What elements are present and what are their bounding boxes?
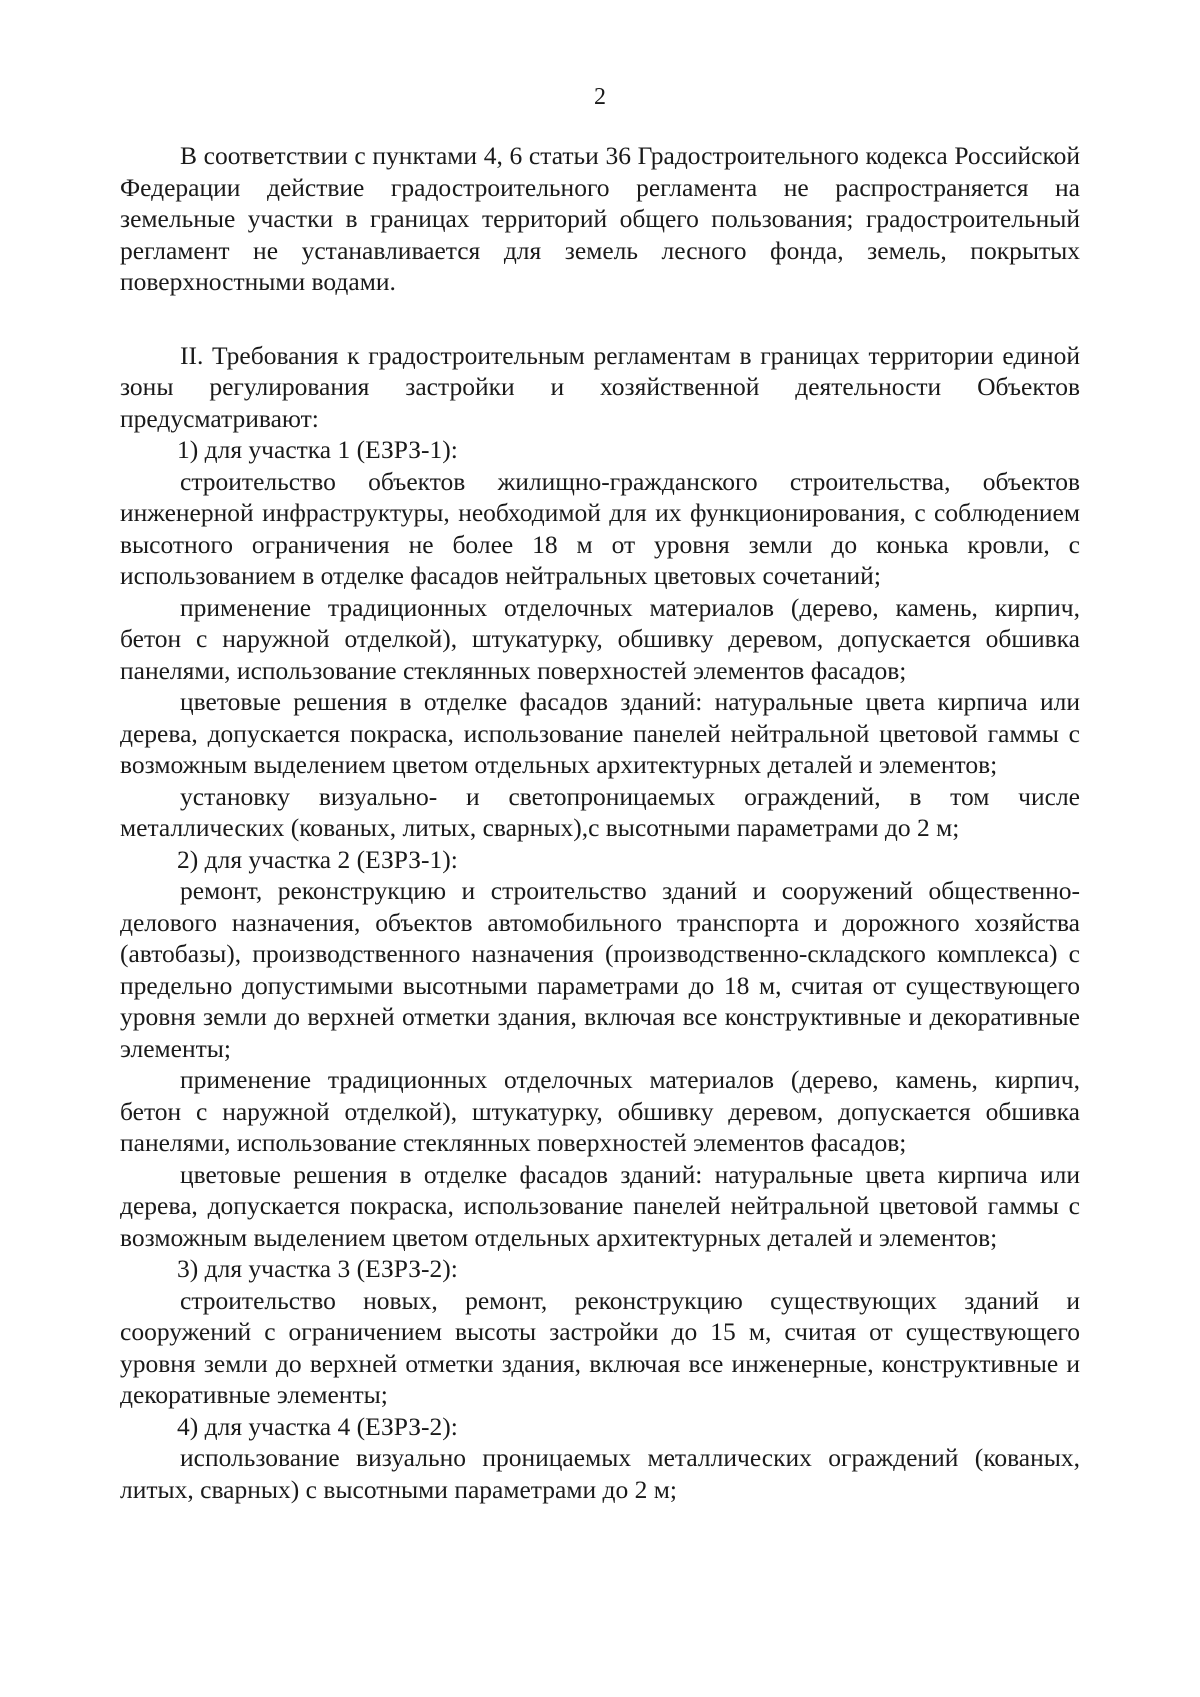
paragraph-section-ii-heading: II. Требования к градостроительным регламентам в границах территории единой зоны регулирования застройки и хозяйственной деятельности Объектов предусматривают: bbox=[120, 340, 1080, 433]
paragraph-plot-1-fences: установку визуально- и светопроницаемых ограждений, в том числе металлических (кованых, литых, сварных),с высотными параметрами до 2 м; bbox=[120, 781, 1080, 842]
paragraph-plot-4-fences: использование визуально проницаемых металлических ограждений (кованых, литых, сварных) с высотными параметрами до 2 м; bbox=[120, 1443, 1080, 1504]
paragraph-plot-1-colors: цветовые решения в отделке фасадов зданий: натуральные цвета кирпича или дерева, допускается покраска, использование панелей нейтральной цветовой гаммы с возможным выделением цветом отдельных архитектурных деталей и элементов; bbox=[120, 687, 1080, 779]
item-plot-2: 2) для участка 2 (ЕЗРЗ-1): bbox=[177, 844, 458, 874]
paragraph-plot-1-materials: применение традиционных отделочных материалов (дерево, камень, кирпич, бетон с наружной отделкой), штукатурку, обшивку деревом, допускается обшивка панелями, использование стеклянных поверхностей элементов фасадов; bbox=[120, 592, 1080, 685]
document-body bbox=[120, 140, 1080, 1505]
paragraph-plot-3-construction: строительство новых, ремонт, реконструкцию существующих зданий и сооружений с ограничением высоты застройки до 15 м, считая от существующего уровня земли до верхней отметки здания, включая все инженерные, конструктивные и декоративные элементы; bbox=[120, 1285, 1080, 1409]
paragraph-plot-1-construction: строительство объектов жилищно-гражданского строительства, объектов инженерной инфраструктуры, необходимой для их функционирования, с соблюдением высотного ограничения не более 18 м от уровня земли до конька кровли, с использованием в отделке фасадов нейтральных цветовых сочетаний; bbox=[120, 466, 1080, 590]
paragraph-article-36-reference: В соответствии с пунктами 4, 6 статьи 36 Градостроительного кодекса Российской Федерации действие градостроительного регламента не распространяется на земельные участки в границах территорий общего пользования; градостроительный регламент не устанавливается для земель лесного фонда, земель, покрытых поверхностными водами. bbox=[120, 141, 1080, 296]
paragraph-plot-2-construction: ремонт, реконструкцию и строительство зданий и сооружений общественно-делового назначения, объектов автомобильного транспорта и дорожного хозяйства (автобазы), производственного назначения (производственно-складского комплекса) с предельно допустимыми высотными параметрами до 18 м, считая от существующего уровня земли до верхней отметки здания, включая все конструктивные и декоративные элементы; bbox=[120, 876, 1080, 1063]
paragraph-plot-2-materials: применение традиционных отделочных материалов (дерево, камень, кирпич, бетон с наружной отделкой), штукатурку, обшивку деревом, допускается обшивка панелями, использование стеклянных поверхностей элементов фасадов; bbox=[120, 1065, 1080, 1157]
item-plot-3: 3) для участка 3 (ЕЗРЗ-2): bbox=[177, 1254, 458, 1283]
item-plot-4: 4) для участка 4 (ЕЗРЗ-2): bbox=[177, 1411, 458, 1441]
paragraph-plot-2-colors: цветовые решения в отделке фасадов зданий: натуральные цвета кирпича или дерева, допускается покраска, использование панелей нейтральной цветовой гаммы с возможным выделением цветом отдельных архитектурных деталей и элементов; bbox=[120, 1159, 1080, 1252]
page-number: 2 bbox=[594, 84, 606, 110]
item-plot-1: 1) для участка 1 (ЕЗРЗ-1): bbox=[177, 435, 458, 464]
